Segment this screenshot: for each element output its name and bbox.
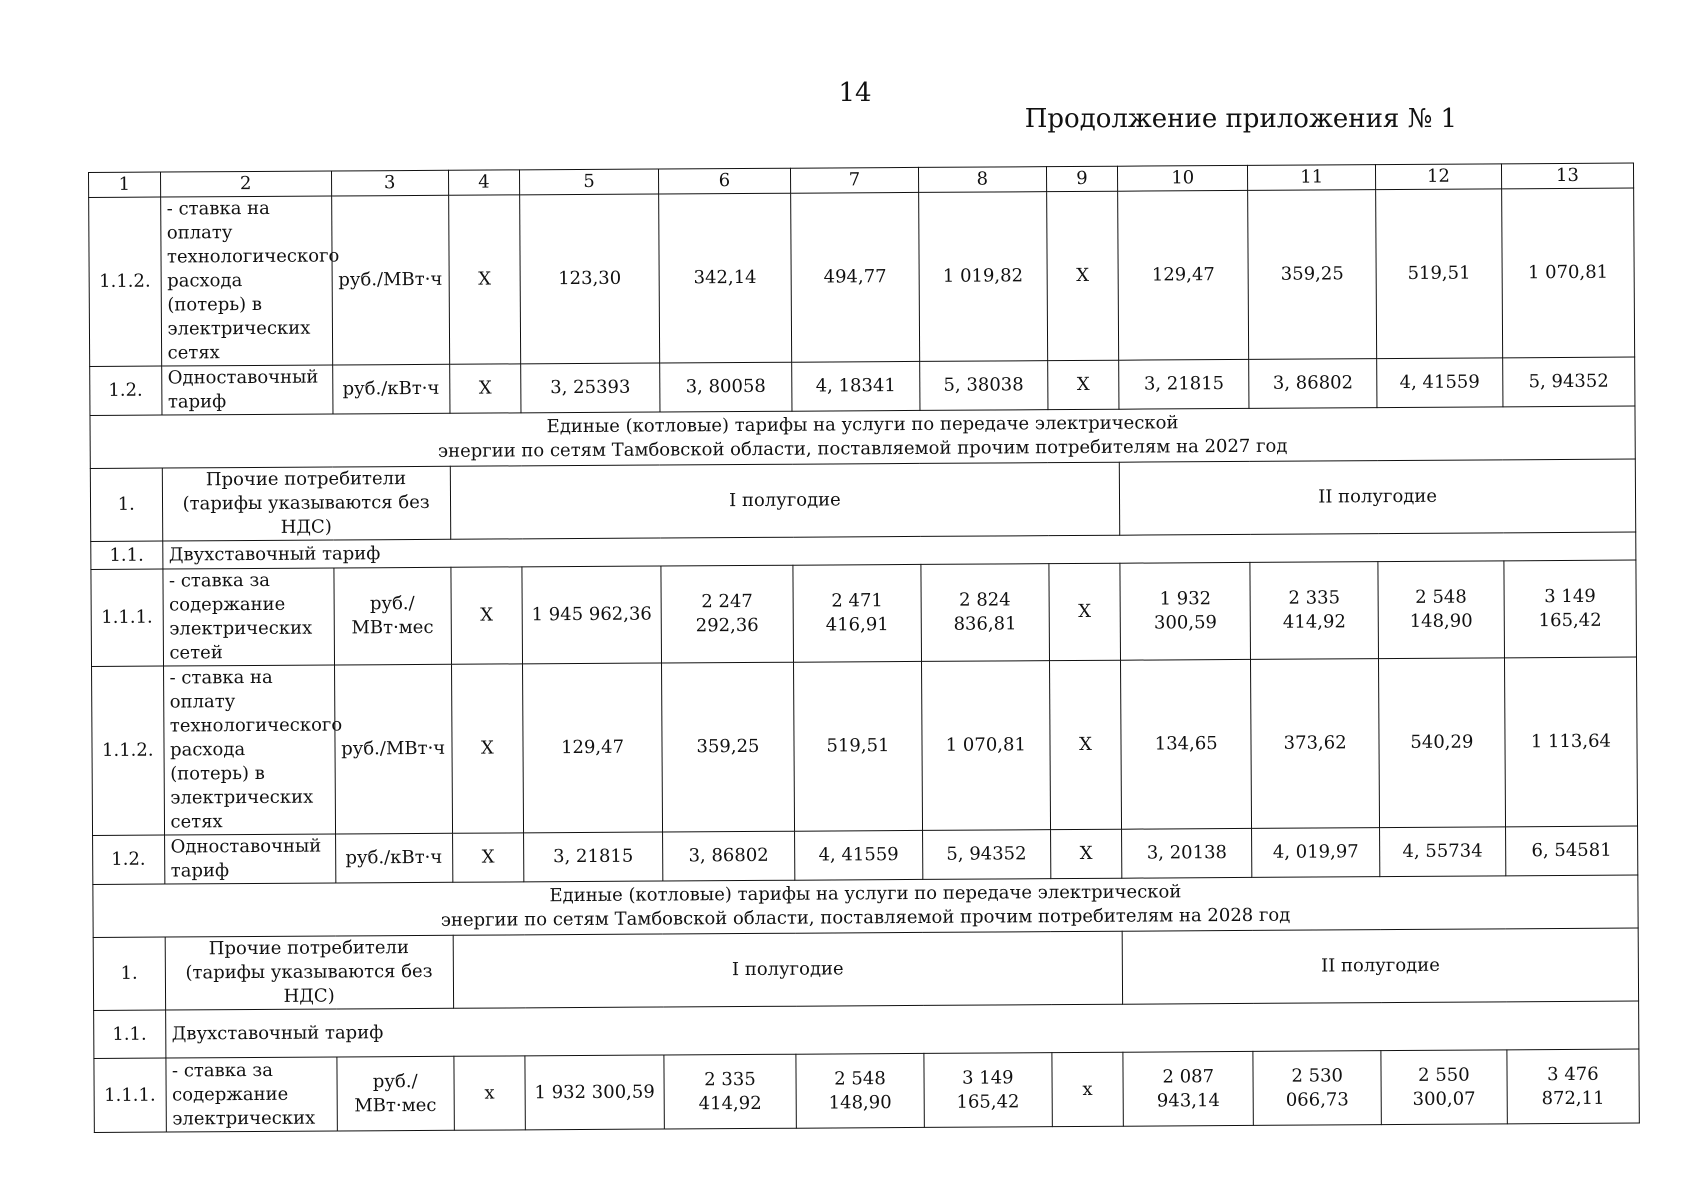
cell-value: 3, 20138 [1122, 828, 1252, 878]
row-name: - ставка за содержание электрических сетей [162, 568, 334, 666]
cell-value: 4, 18341 [792, 361, 920, 411]
cell-value: Х [1050, 829, 1122, 878]
consumers-row [90, 459, 1635, 541]
column-number: 11 [1248, 165, 1376, 191]
cell-value: 1 070,81 [921, 661, 1050, 831]
cell-value: 4, 019,97 [1252, 828, 1380, 878]
cell-value: 4, 41559 [1377, 358, 1503, 408]
row-unit: руб./МВт·ч [331, 195, 449, 365]
column-number: 7 [791, 167, 919, 193]
row-number: 1.1.2. [89, 197, 162, 366]
cell-value: 3, 86802 [1249, 359, 1377, 409]
cell-value: 123,30 [520, 194, 660, 364]
appendix-title: Продолжение приложения № 1 [1024, 104, 1457, 134]
section-title-line: энергии по сетям Тамбовской области, поставляемой прочим потребителям на 2028 год [440, 904, 1291, 931]
half-year-2: II полугодие [1119, 459, 1635, 535]
cell-value: 2 335 414,92 [1250, 562, 1378, 660]
cell-value: 519,51 [794, 661, 923, 831]
column-number: 6 [658, 168, 790, 194]
cell-value: 1 070,81 [1501, 188, 1634, 358]
consumers-row [93, 928, 1638, 1010]
cell-value: 359,25 [661, 662, 794, 832]
page-number: 14 [838, 78, 872, 108]
row-unit: руб./МВт·мес [334, 567, 452, 665]
section-title-row [93, 875, 1638, 937]
cell-value: 2 548 148,90 [1378, 561, 1504, 659]
row-name: Одноставочный тариф [164, 834, 335, 884]
cell-value: Х [1049, 660, 1122, 829]
section-title-line: Единые (котловые) тарифы на услуги по передаче электрической [546, 412, 1179, 438]
row-number: 1.1. [94, 1010, 166, 1058]
column-number: 1 [89, 172, 161, 197]
cell-value: 4, 55734 [1380, 827, 1506, 877]
tariff-table-container [88, 163, 1640, 1133]
cell-value: 2 548 148,90 [796, 1053, 924, 1128]
column-number: 9 [1046, 166, 1118, 191]
half-year-1: I полугодие [450, 462, 1120, 539]
tariff-table [88, 163, 1640, 1133]
cell-value: 540,29 [1379, 658, 1506, 828]
cell-value: 5, 38038 [920, 361, 1048, 411]
cell-value: 1 019,82 [918, 192, 1047, 362]
cell-value: 342,14 [658, 193, 791, 363]
section-title-line: Единые (котловые) тарифы на услуги по передаче электрической [549, 881, 1182, 907]
column-number: 8 [918, 167, 1046, 193]
cell-value: Х [449, 364, 521, 413]
cell-value: 1 945 962,36 [522, 566, 661, 664]
row-number: 1. [93, 937, 165, 1010]
section-title [93, 875, 1638, 937]
half-year-2: II полугодие [1122, 928, 1638, 1004]
cell-value: 2 550 300,07 [1381, 1050, 1507, 1125]
row-unit: руб./МВт·ч [334, 664, 452, 834]
cell-value: 1 932 300,59 [1120, 562, 1251, 660]
table-row [92, 657, 1638, 835]
table-row [91, 560, 1637, 666]
column-number: 13 [1501, 163, 1633, 189]
row-number: 1.2. [90, 366, 162, 415]
cell-value: 1 932 300,59 [525, 1055, 664, 1130]
cell-value: 2 087 943,14 [1123, 1051, 1253, 1126]
column-number: 12 [1376, 164, 1502, 190]
column-number: 2 [160, 171, 331, 197]
cell-value: 3, 25393 [521, 363, 660, 413]
cell-value: Х [1047, 360, 1119, 409]
cell-value: Х [1046, 191, 1119, 360]
row-unit: руб./кВт·ч [335, 833, 452, 883]
section-title-line: энергии по сетям Тамбовской области, поставляемой прочим потребителям на 2027 год [437, 435, 1288, 462]
row-number: 1.1.1. [91, 569, 163, 666]
cell-value: 3, 21815 [1119, 359, 1249, 409]
row-number: 1.2. [93, 835, 165, 884]
table-row [94, 1049, 1639, 1132]
cell-value: 3 476 872,11 [1507, 1049, 1640, 1124]
cell-value: 2 824 836,81 [921, 564, 1049, 662]
row-number: 1. [90, 468, 162, 541]
cell-value: 1 113,64 [1504, 657, 1637, 827]
cell-value: 5, 94352 [922, 830, 1050, 880]
cell-value: 129,47 [523, 663, 663, 833]
two-part-label: Двухставочный тариф [165, 1001, 1639, 1058]
consumers-label: Прочие потребители (тарифы указываются без НДС) [162, 466, 451, 541]
row-number: 1.1. [91, 541, 163, 569]
cell-value: 494,77 [791, 192, 920, 362]
cell-value: Х [451, 567, 523, 664]
cell-value: 6, 54581 [1505, 826, 1638, 876]
cell-value: 129,47 [1118, 190, 1249, 360]
column-number: 4 [448, 170, 520, 195]
row-name: - ставка за содержание электрических [165, 1057, 337, 1132]
row-name: - ставка на оплату технологического расхода (потерь) в электрических сетях [163, 665, 335, 835]
cell-value: 2 247 292,36 [661, 565, 794, 663]
row-unit: руб./кВт·ч [332, 364, 449, 414]
row-number: 1.1.1. [94, 1058, 166, 1132]
cell-value: 134,65 [1121, 659, 1252, 829]
cell-value: Х [452, 833, 524, 882]
cell-value: 373,62 [1251, 659, 1380, 829]
row-unit: руб./МВт·мес [337, 1056, 454, 1131]
cell-value: 4, 41559 [795, 830, 923, 880]
row-name: Одноставочный тариф [161, 365, 332, 415]
row-name: - ставка на оплату технологического расхода (потерь) в электрических сетях [160, 196, 332, 366]
cell-value: Х [1049, 563, 1121, 660]
half-year-1: I полугодие [453, 931, 1123, 1008]
cell-value: 359,25 [1248, 190, 1377, 360]
cell-value: 3 149 165,42 [924, 1053, 1052, 1128]
cell-value: х [1052, 1052, 1124, 1126]
cell-value: 3, 80058 [660, 362, 792, 412]
cell-value: 519,51 [1376, 189, 1503, 359]
two-part-label: Двухставочный тариф [162, 532, 1636, 569]
column-number: 10 [1118, 165, 1248, 191]
cell-value: 3, 21815 [524, 832, 663, 882]
cell-value: Х [451, 664, 524, 833]
section-title [90, 406, 1635, 468]
cell-value: х [454, 1056, 526, 1130]
cell-value: Х [448, 195, 521, 364]
cell-value: 5, 94352 [1502, 357, 1635, 407]
cell-value: 2 471 416,91 [793, 564, 921, 662]
cell-value: 2 335 414,92 [664, 1054, 797, 1129]
consumers-label: Прочие потребители (тарифы указываются без НДС) [165, 935, 454, 1010]
column-number: 5 [520, 169, 659, 195]
cell-value: 3, 86802 [662, 831, 794, 881]
row-number: 1.1.2. [92, 666, 165, 835]
column-number: 3 [331, 170, 448, 196]
table-row [89, 188, 1635, 366]
section-title-row [90, 406, 1635, 468]
cell-value: 3 149 165,42 [1504, 560, 1637, 658]
cell-value: 2 530 066,73 [1253, 1051, 1381, 1126]
